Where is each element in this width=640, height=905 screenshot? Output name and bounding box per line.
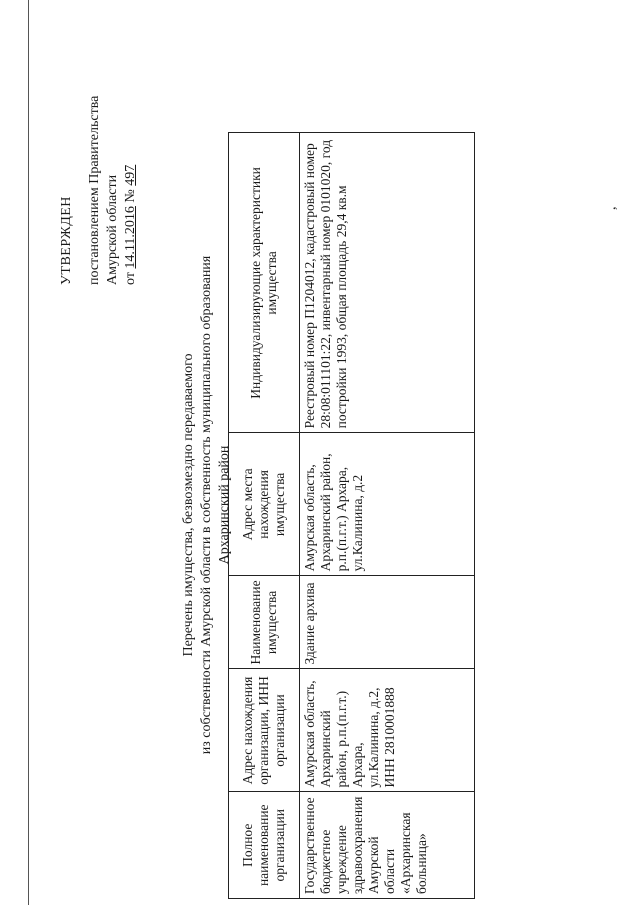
header-org-address: Адрес нахождения организации, ИНН организации [229,669,300,792]
approval-date: 14.11.2016 [123,206,138,269]
document-heading [180,225,234,785]
approval-line-2: Амурской области [105,174,120,285]
cell-org-address: Амурская область, Архаринский район, р.п.(п.г.т.) Архара, ул.Калинина, д.2, ИНН 2810001888 [300,669,475,792]
cell-org-name: Государственное бюджетное учреждение здравоохранения Амурской области «Архаринская больница» [300,792,475,899]
approval-stamp [58,96,140,285]
approval-number-label: № [123,189,138,203]
approval-prefix: от [123,272,138,285]
heading-line-1: Перечень имущества, безвозмездно передаваемого [181,353,196,657]
header-characteristics: Индивидуализирующие характеристики имущества [229,133,300,433]
table-header-row [229,133,300,899]
header-property-address: Адрес места нахождения имущества [229,433,300,576]
header-org-name: Полное наименование организации [229,792,300,899]
property-table [228,132,475,899]
header-property-name: Наименование имущества [229,576,300,669]
cell-characteristics: Реестровый номер П1204012, кадастровый номер 28:08:011101:22, инвентарный номер 0101020, год постройки 1993, общая площадь 29,4 кв.м [300,133,475,433]
heading-line-2: из собственности Амурской области в собственность муниципального образования Архаринский район [199,255,232,755]
table-row [300,133,475,899]
approval-line-1: постановлением Правительства [87,95,102,285]
stray-mark: , [604,206,619,210]
approval-number: 497 [123,164,138,186]
cell-property-name: Здание архива [300,576,475,669]
scan-edge-line [28,0,29,905]
cell-property-address: Амурская область, Архаринский район, р.п.(п.г.т.) Архара, ул.Калинина, д.2 [300,433,475,576]
approval-title: УТВЕРЖДЕН [59,196,74,285]
approval-date-line [122,96,140,285]
